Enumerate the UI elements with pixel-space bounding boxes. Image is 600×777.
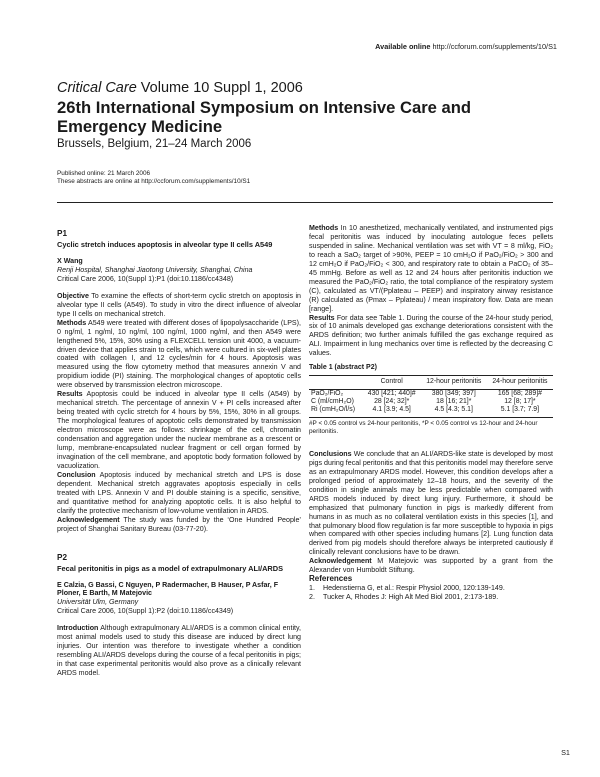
table-title: Table 1 (abstract P2) xyxy=(309,364,553,376)
reference-number: 2. xyxy=(309,593,315,602)
p1-affiliation: Renji Hospital, Shanghai Jiaotong University, Shanghai, China xyxy=(57,265,253,274)
reference-item xyxy=(309,593,553,602)
header-rule xyxy=(57,202,553,203)
table-cell: 430 [421; 440]# xyxy=(367,389,416,397)
p2-number: P2 xyxy=(57,552,68,562)
p1-authors: X Wang xyxy=(57,256,83,265)
p1-results-text: Apoptosis could be induced in alveolar type II cells (A549) by mechanical stretch. The percentage of annexin V + PI cells increased after being treated with cyclic stretch for 4 hours by 5%, 15%, 30% in all groups. The morphological features of apoptotic cells demonstrated by transmission electron microscope were as follows: shrinkage of the cell, chromatin condensation and aggregation under the nuclear membrane as a crescent or lump, membrane-encapsulated nuclear fragment or cell organ formed by invagination of the cell membrane, and apoptotic body formation followed by vacuolization. xyxy=(57,390,301,470)
p2-intro-label: Introduction xyxy=(57,624,99,633)
p2-conclusions xyxy=(309,450,553,557)
p2-conclusions-label: Conclusions xyxy=(309,449,352,458)
p2-title: Fecal peritonitis in pigs as a model of extrapulmonary ALI/ARDS xyxy=(57,563,284,573)
page-number: S1 xyxy=(561,748,570,757)
table-cell: Ri (cmH₂O/l/s) xyxy=(309,406,363,417)
left-column xyxy=(57,230,301,678)
p1-conclusion xyxy=(57,471,301,516)
header-url xyxy=(375,42,557,51)
table-header-row xyxy=(309,378,553,389)
conference-location: Brussels, Belgium, 21–24 March 2006 xyxy=(57,138,252,150)
results-table xyxy=(309,378,553,418)
p1-methods xyxy=(57,319,301,391)
published-date: Published online: 21 March 2006 xyxy=(57,170,151,177)
p1-conclusion-label: Conclusion xyxy=(57,470,96,479)
availability-note: These abstracts are online at http://ccforum.com/supplements/10/S1 xyxy=(57,178,251,185)
p2-methods-label: Methods xyxy=(309,224,339,232)
journal-line xyxy=(57,80,303,96)
supplement-url[interactable]: http://ccforum.com/supplements/10/S1 xyxy=(432,42,557,51)
p1-methods-text: A549 were treated with different doses of lipopolysaccharide (LPS), 0 ng/ml, 1 ng/ml, 10 ng/ml, 100 ng/ml, 1000 ng/ml, and then A549 were lengthened 5%, 15%, 30% using a FLEXCELL tension unit 4000, a vacuum-driven device that applies strain to cells, which were cultured in six-well plates coated with collagen I, and 12 cycles/min for 4 hours. Apoptosis was measured using the flow cytometry method that measures annexin V and propidium iodide (PI) staining. The morphological changes of apoptotic cells were observed by transmission electron microscope. xyxy=(57,318,301,390)
p1-results xyxy=(57,390,301,471)
table-cell: 165 [68; 289]# xyxy=(497,389,542,397)
p1-objective-label: Objective xyxy=(57,291,89,300)
table-cell: 380 [349; 397] xyxy=(431,389,476,397)
reference-text: Tucker A, Rhodes J: High Alt Med Biol 2001, 2:173-189. xyxy=(323,593,499,602)
reference-text: Hedenstierna G, et al.: Respir Physiol 2000, 120:139-149. xyxy=(323,584,505,593)
spacer xyxy=(57,534,301,554)
p2-methods-text: In 10 anesthetized, mechanically ventilated, and instrumented pigs fecal peritonitis was induced by inoculating autologue feces pellets suspended in saline. Mechanical ventilation was set with VT = 8 ml/kg, FiO₂ to reach a SaO₂ target of >90%, PEEP = 10 cmH₂O if PaO₂/FiO₂ > 300 and 12 cmH₂O if PaO₂/FiO₂ < 300, and respiratory rate to obtain a PaCO₂ of 35–45 mmHg. Before as well as 12 and 24 hours after peritonitis induction we measured the PaO₂/FiO₂ ratio, the total compliance of the respiratory system (C), calculated as VT/(Pplateau – PEEP) and inspiratory airway resistance (R) calculated as (Pmax – Pplateau) / mean inspiratory flow. Data are mean [range]. xyxy=(309,224,553,313)
p2-methods xyxy=(309,224,553,314)
p1-methods-label: Methods xyxy=(57,318,87,327)
p2-ack-label: Acknowledgement xyxy=(309,557,372,566)
p2-authors: E Calzia, G Bassi, C Nguyen, P Radermacher, B Hauser, P Asfar, F Ploner, E Barth, M Matejovic xyxy=(57,580,279,598)
table-header-cell: 12-hour peritonitis xyxy=(421,378,487,389)
table-header-cell xyxy=(309,378,363,389)
p2-intro-text: Although extrapulmonary ALI/ARDS is a common clinical entity, most animal models used to study this disease are induced by direct lung injuries. Our intention was therefore to investigate whether a condition resembling ALI/ARDS develops during the course of a fecal peritonitis in pigs; in that case experimental peritonitis would also prove as a clinically relevant ARDS model. xyxy=(57,624,301,678)
table-cell: 5.1 [3.7; 7.9] xyxy=(487,406,553,417)
p2-results-text: For data see Table 1. During the course of the 24-hour study period, six of 10 animals developed gas exchange deteriorations consistent with the ARDS definition; two further animals fulfilled the gas exchange required as ALI. Impairment in lung mechanics over time is reflected by the decreasing C values. xyxy=(309,313,553,358)
table-cell: 4.1 [3.9; 4.5] xyxy=(363,406,421,417)
reference-item xyxy=(309,584,553,593)
p2-ack xyxy=(309,557,553,575)
table-header-cell: Control xyxy=(363,378,421,389)
p2-conclusions-text: We conclude that an ALI/ARDS-like state is developed by most pigs during fecal peritonitis and that this peritonitis model may therefore serve as an extrapulmonary ARDS model. However, this condition develops after a prolonged period of approximately 12–18 hours, and the severity of the condition in single animals may be less predictable when compared with ARDS models induced by direct lung injury. Furthermore, it should be emphasized that pulmonary function in pigs is markedly different from humans in as much as no collateral ventilation exists in this species [1], and that pulmonary blood flow regulation is far more susceptible to hypoxia in pigs when compared with other species including humans [2]. Lung function data derived from pig models should therefore always be interpreted cautiously if clinically relevant conclusions have to be drawn. xyxy=(309,449,553,557)
table-row xyxy=(309,389,553,398)
journal-volume: Volume 10 Suppl 1, 2006 xyxy=(140,80,303,96)
p2-intro xyxy=(57,624,301,678)
p1-ack xyxy=(57,516,301,534)
p2-results-label: Results xyxy=(309,313,335,322)
publication-info xyxy=(57,170,250,186)
p2-results xyxy=(309,314,553,359)
table-cell: 4.5 [4.3; 5.1] xyxy=(421,406,487,417)
p1-ack-label: Acknowledgement xyxy=(57,515,120,524)
p1-citation: Critical Care 2006, 10(Suppl 1):P1 (doi:10.1186/cc4348) xyxy=(57,274,234,283)
table-cell: 18 [16; 21]* xyxy=(436,398,472,406)
table-cell: 12 [8; 17]* xyxy=(504,398,536,406)
p1-number: P1 xyxy=(57,229,68,238)
available-online-label: Available online xyxy=(375,42,431,51)
table-row xyxy=(309,398,553,406)
p1-objective xyxy=(57,292,301,319)
table-cell: PaO₂/FiO₂ xyxy=(311,389,344,397)
table-cell: C (ml/cmH₂O) xyxy=(311,398,354,406)
p1-ack-text: The study was funded by the ‘One Hundred People’ project of Shanghai Sanitary Bureau (03-77-20). xyxy=(57,515,301,533)
p2-citation: Critical Care 2006, 10(Suppl 1):P2 (doi:10.1186/cc4349) xyxy=(57,607,234,616)
p1-objective-text: To examine the effects of short-term cyclic stretch on apoptosis in alveolar type II cells (A549). To study in vitro the direct influence of alveolar type II cells on mechanical stretch. xyxy=(57,291,301,318)
conference-title: 26th International Symposium on Intensive Care and Emergency Medicine xyxy=(57,98,472,136)
spacer xyxy=(309,436,553,450)
p1-results-label: Results xyxy=(57,390,83,399)
p1-conclusion-text: Apoptosis induced by mechanical stretch and LPS is dose dependent. Mechanical stretch aggravates apoptosis especially in cells treated with LPS. Annexin V and PI double staining is a specific, sensitive, and quantitative method for analyzing apoptotic cells. It is also helpful to clarify the protective mechanism of low-volume ventilation in ARDS. xyxy=(57,470,301,515)
p1-title: Cyclic stretch induces apoptosis in alveolar type II cells A549 xyxy=(57,239,273,249)
p2-ack-text: M Matejovic was supported by a grant from the Alexander von Humboldt Stiftung. xyxy=(309,557,553,575)
references-heading: References xyxy=(309,574,353,584)
p2-affiliation: Universität Ulm, Germany xyxy=(57,598,139,607)
right-column xyxy=(309,224,553,602)
journal-name: Critical Care xyxy=(57,80,137,96)
table-cell: 28 [24; 32]* xyxy=(374,398,410,406)
table-row xyxy=(309,406,553,417)
table-header-cell: 24-hour peritonitis xyxy=(487,378,553,389)
table-footnote: #P < 0.05 control vs 24-hour peritonitis, *P < 0.05 control vs 12-hour and 24-hour peritonitis. xyxy=(309,419,538,435)
reference-number: 1. xyxy=(309,584,315,593)
